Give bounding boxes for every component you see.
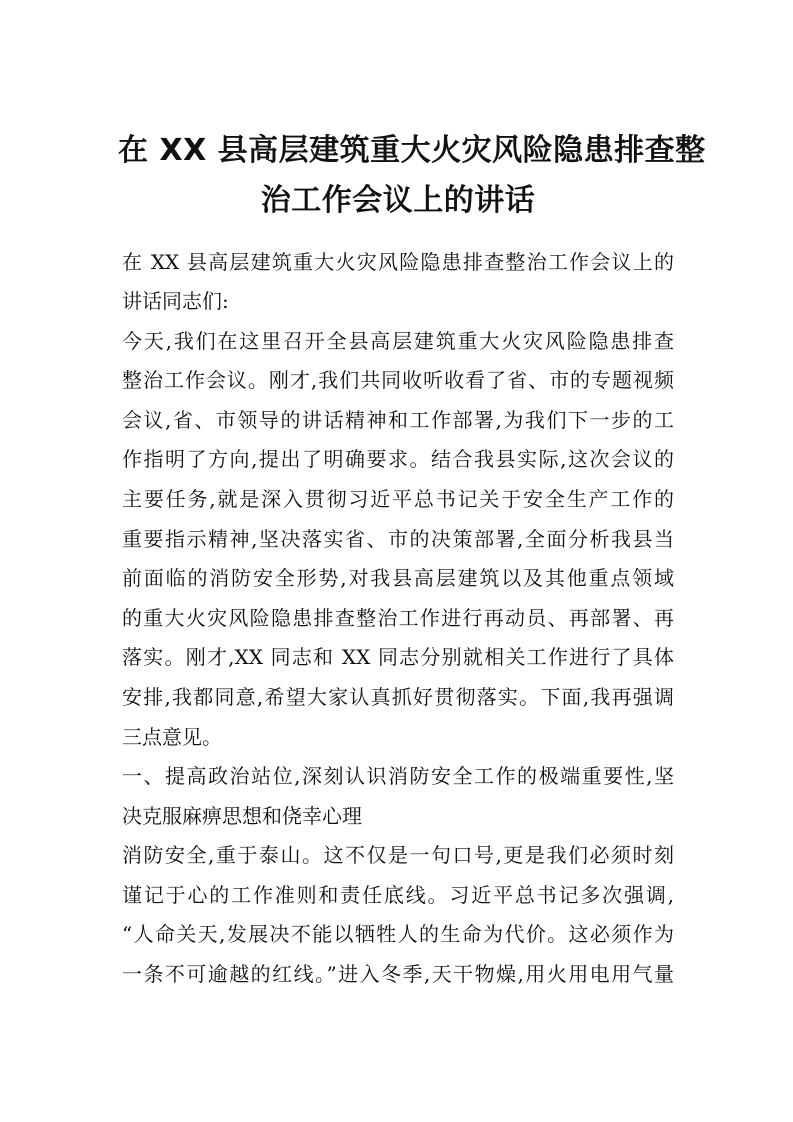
document-title-line-1: 在 XX 县高层建筑重大火灾风险隐患排查整 bbox=[118, 133, 706, 168]
body-line: 会议,省、市领导的讲话精神和工作部署,为我们下一步的工 bbox=[122, 408, 674, 432]
body-line: 作指明了方向,提出了明确要求。结合我县实际,这次会议的 bbox=[122, 447, 674, 471]
body-line: 落实。刚才,XX 同志和 XX 同志分别就相关工作进行了具体 bbox=[122, 645, 674, 669]
body-line: 消防安全,重于泰山。这不仅是一句口号,更是我们必须时刻 bbox=[122, 843, 674, 867]
document-title-line-2: 治工作会议上的讲话 bbox=[260, 183, 536, 218]
body-line: 的重大火灾风险隐患排查整治工作进行再动员、再部署、再 bbox=[122, 606, 674, 630]
section-heading-line: 决克服麻痹思想和侥幸心理 bbox=[122, 804, 362, 828]
body-line: 一条不可逾越的红线。”进入冬季,天干物燥,用火用电用气量 bbox=[122, 962, 674, 986]
body-line: “人命关天,发展决不能以牺牲人的生命为代价。这必须作为 bbox=[122, 922, 674, 946]
section-heading-line: 一、提高政治站位,深刻认识消防安全工作的极端重要性,坚 bbox=[122, 764, 674, 788]
body-line: 主要任务,就是深入贯彻习近平总书记关于安全生产工作的 bbox=[122, 487, 674, 511]
body-line: 谨记于心的工作准则和责任底线。习近平总书记多次强调, bbox=[122, 883, 674, 907]
body-line: 整治工作会议。刚才,我们共同收听收看了省、市的专题视频 bbox=[122, 368, 674, 392]
body-line: 讲话同志们: bbox=[122, 289, 229, 313]
body-line: 前面临的消防安全形势,对我县高层建筑以及其他重点领域 bbox=[122, 566, 674, 590]
body-line: 重要指示精神,坚决落实省、市的决策部署,全面分析我县当 bbox=[122, 527, 674, 551]
body-line: 安排,我都同意,希望大家认真抓好贯彻落实。下面,我再强调 bbox=[122, 685, 674, 709]
body-line: 今天,我们在这里召开全县高层建筑重大火灾风险隐患排查 bbox=[122, 329, 674, 353]
body-line: 在 XX 县高层建筑重大火灾风险隐患排查整治工作会议上的 bbox=[122, 250, 674, 274]
body-line: 三点意见。 bbox=[122, 725, 222, 749]
